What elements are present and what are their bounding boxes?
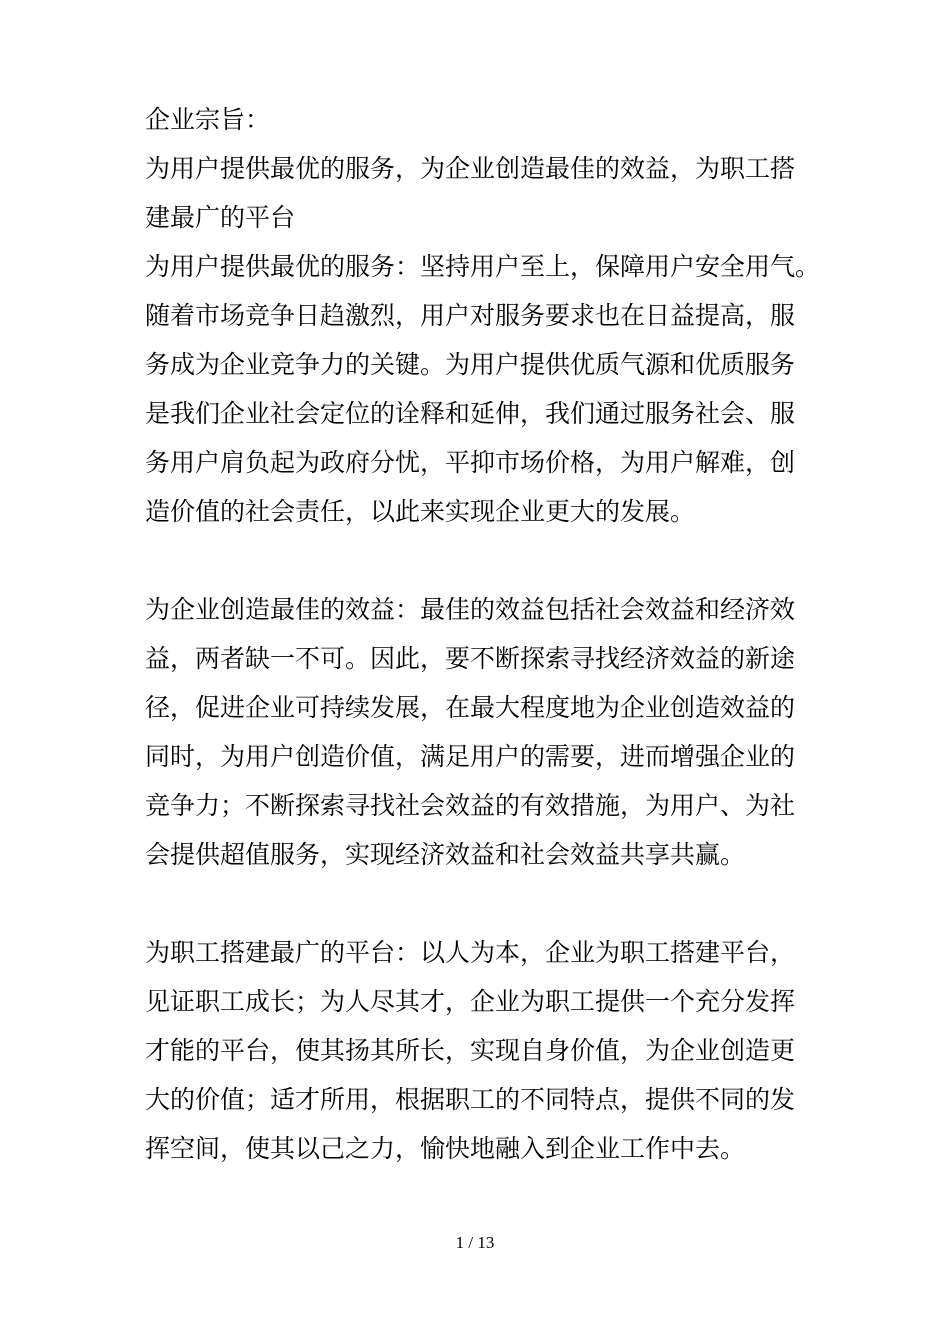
paragraph-gap [145,536,815,585]
paragraph-2-line: 益，两者缺一不可。因此，要不断探索寻找经济效益的新途 [145,644,796,673]
paragraph-1-line: 造价值的社会责任，以此来实现企业更大的发展。 [145,497,696,526]
paragraph-3-line: 挥空间，使其以己之力，愉快地融入到企业工作中去。 [145,1134,746,1163]
paragraph-2-line: 竞争力；不断探索寻找社会效益的有效措施，为用户、为社 [145,791,796,820]
paragraph-1-line: 是我们企业社会定位的诠释和延伸，我们通过服务社会、服 [145,399,796,428]
paragraph-gap [145,879,815,928]
paragraph-3-line: 才能的平台，使其扬其所长，实现自身价值，为企业创造更 [145,1036,796,1065]
motto-line: 为用户提供最优的服务，为企业创造最佳的效益，为职工搭 [145,154,796,183]
paragraph-2-line: 同时，为用户创造价值，满足用户的需要，进而增强企业的 [145,742,796,771]
paragraph-1-line: 务成为企业竞争力的关键。为用户提供优质气源和优质服务 [145,350,796,379]
page-number: 1 / 13 [455,1233,495,1252]
paragraph-1-line: 随着市场竞争日趋激烈，用户对服务要求也在日益提高，服 [145,301,796,330]
body-text [145,95,821,1173]
paragraph-2-line: 会提供超值服务，实现经济效益和社会效益共享共赢。 [145,840,746,869]
section-heading: 企业宗旨： [145,105,271,134]
paragraph-1-line: 为用户提供最优的服务：坚持用户至上，保障用户安全用气。 [145,252,821,281]
paragraph-3-line: 大的价值；适才所用，根据职工的不同特点，提供不同的发 [145,1085,796,1114]
paragraph-2-line: 为企业创造最佳的效益：最佳的效益包括社会效益和经济效 [145,595,796,624]
paragraph-1-line: 务用户肩负起为政府分忧，平抑市场价格，为用户解难，创 [145,448,796,477]
paragraph-3-line: 见证职工成长；为人尽其才，企业为职工提供一个充分发挥 [145,987,796,1016]
paragraph-2-line: 径，促进企业可持续发展，在最大程度地为企业创造效益的 [145,693,796,722]
paragraph-3-line: 为职工搭建最广的平台：以人为本，企业为职工搭建平台， [145,938,796,967]
motto-line: 建最广的平台 [145,203,296,232]
